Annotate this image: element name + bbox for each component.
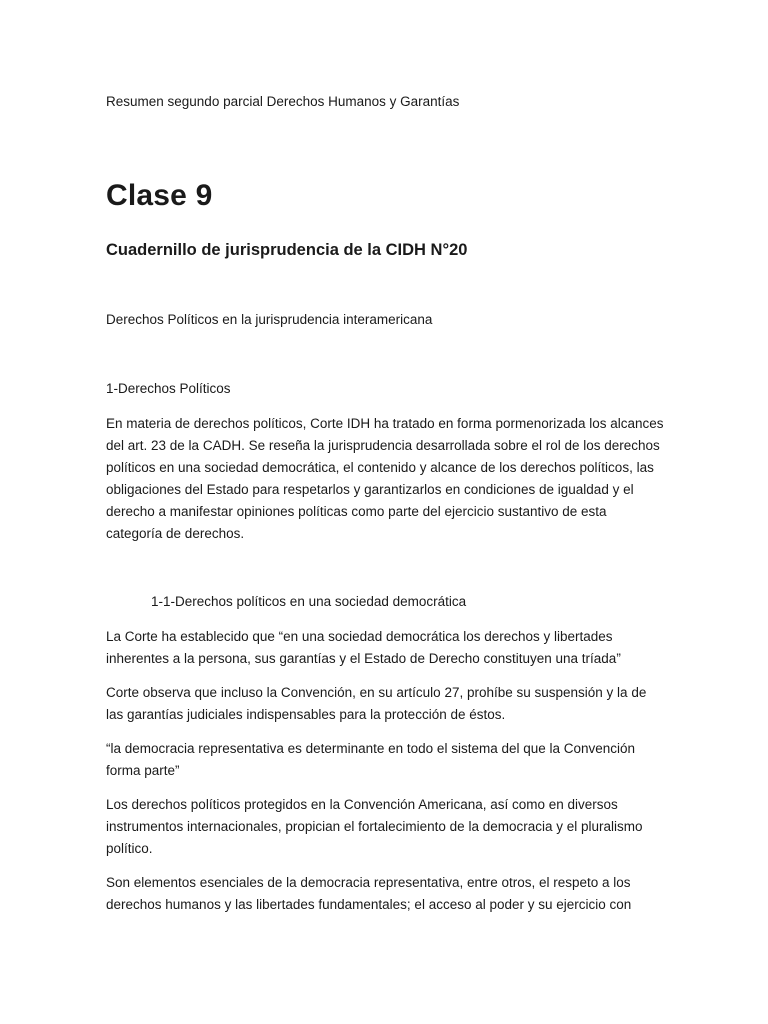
paragraph: “la democracia representativa es determinante en todo el sistema del que la Convención forma parte” [106,741,636,778]
document-header: Resumen segundo parcial Derechos Humanos y Garantías [106,94,460,109]
paragraph: Los derechos políticos protegidos en la Convención Americana, así como en diversos instrumentos internacionales, propician el fortalecimiento de la democracia y el pluralismo político. [106,797,643,856]
topic-heading: Derechos Políticos en la jurisprudencia interamericana [106,312,433,327]
paragraph: Son elementos esenciales de la democracia representativa, entre otros, el respeto a los derechos humanos y las libertades fundamentales; el acceso al poder y su ejercicio con [106,875,632,912]
paragraph: La Corte ha establecido que “en una sociedad democrática los derechos y libertades inherentes a la persona, sus garantías y el Estado de Derecho constituyen una tríada” [106,629,621,666]
section-heading-1-1: 1-1-Derechos políticos en una sociedad democrática [151,594,467,609]
page-subtitle: Cuadernillo de jurisprudencia de la CIDH N°20 [106,241,468,259]
paragraph: Corte observa que incluso la Convención, en su artículo 27, prohíbe su suspensión y la de las garantías judiciales indispensables para la protección de éstos. [106,685,647,722]
section-heading-1: 1-Derechos Políticos [106,381,231,396]
paragraph: En materia de derechos políticos, Corte IDH ha tratado en forma pormenorizada los alcances del art. 23 de la CADH. Se reseña la jurisprudencia desarrollada sobre el rol de los derechos políticos en una sociedad democrática, el contenido y alcance de los derechos políticos, las obligaciones del Estado para respetarlos y garantizarlos en condiciones de igualdad y el derecho a manifestar opiniones políticas como parte del ejercicio sustantivo de esta categoría de derechos. [106,416,664,541]
page-title: Clase 9 [106,179,213,212]
